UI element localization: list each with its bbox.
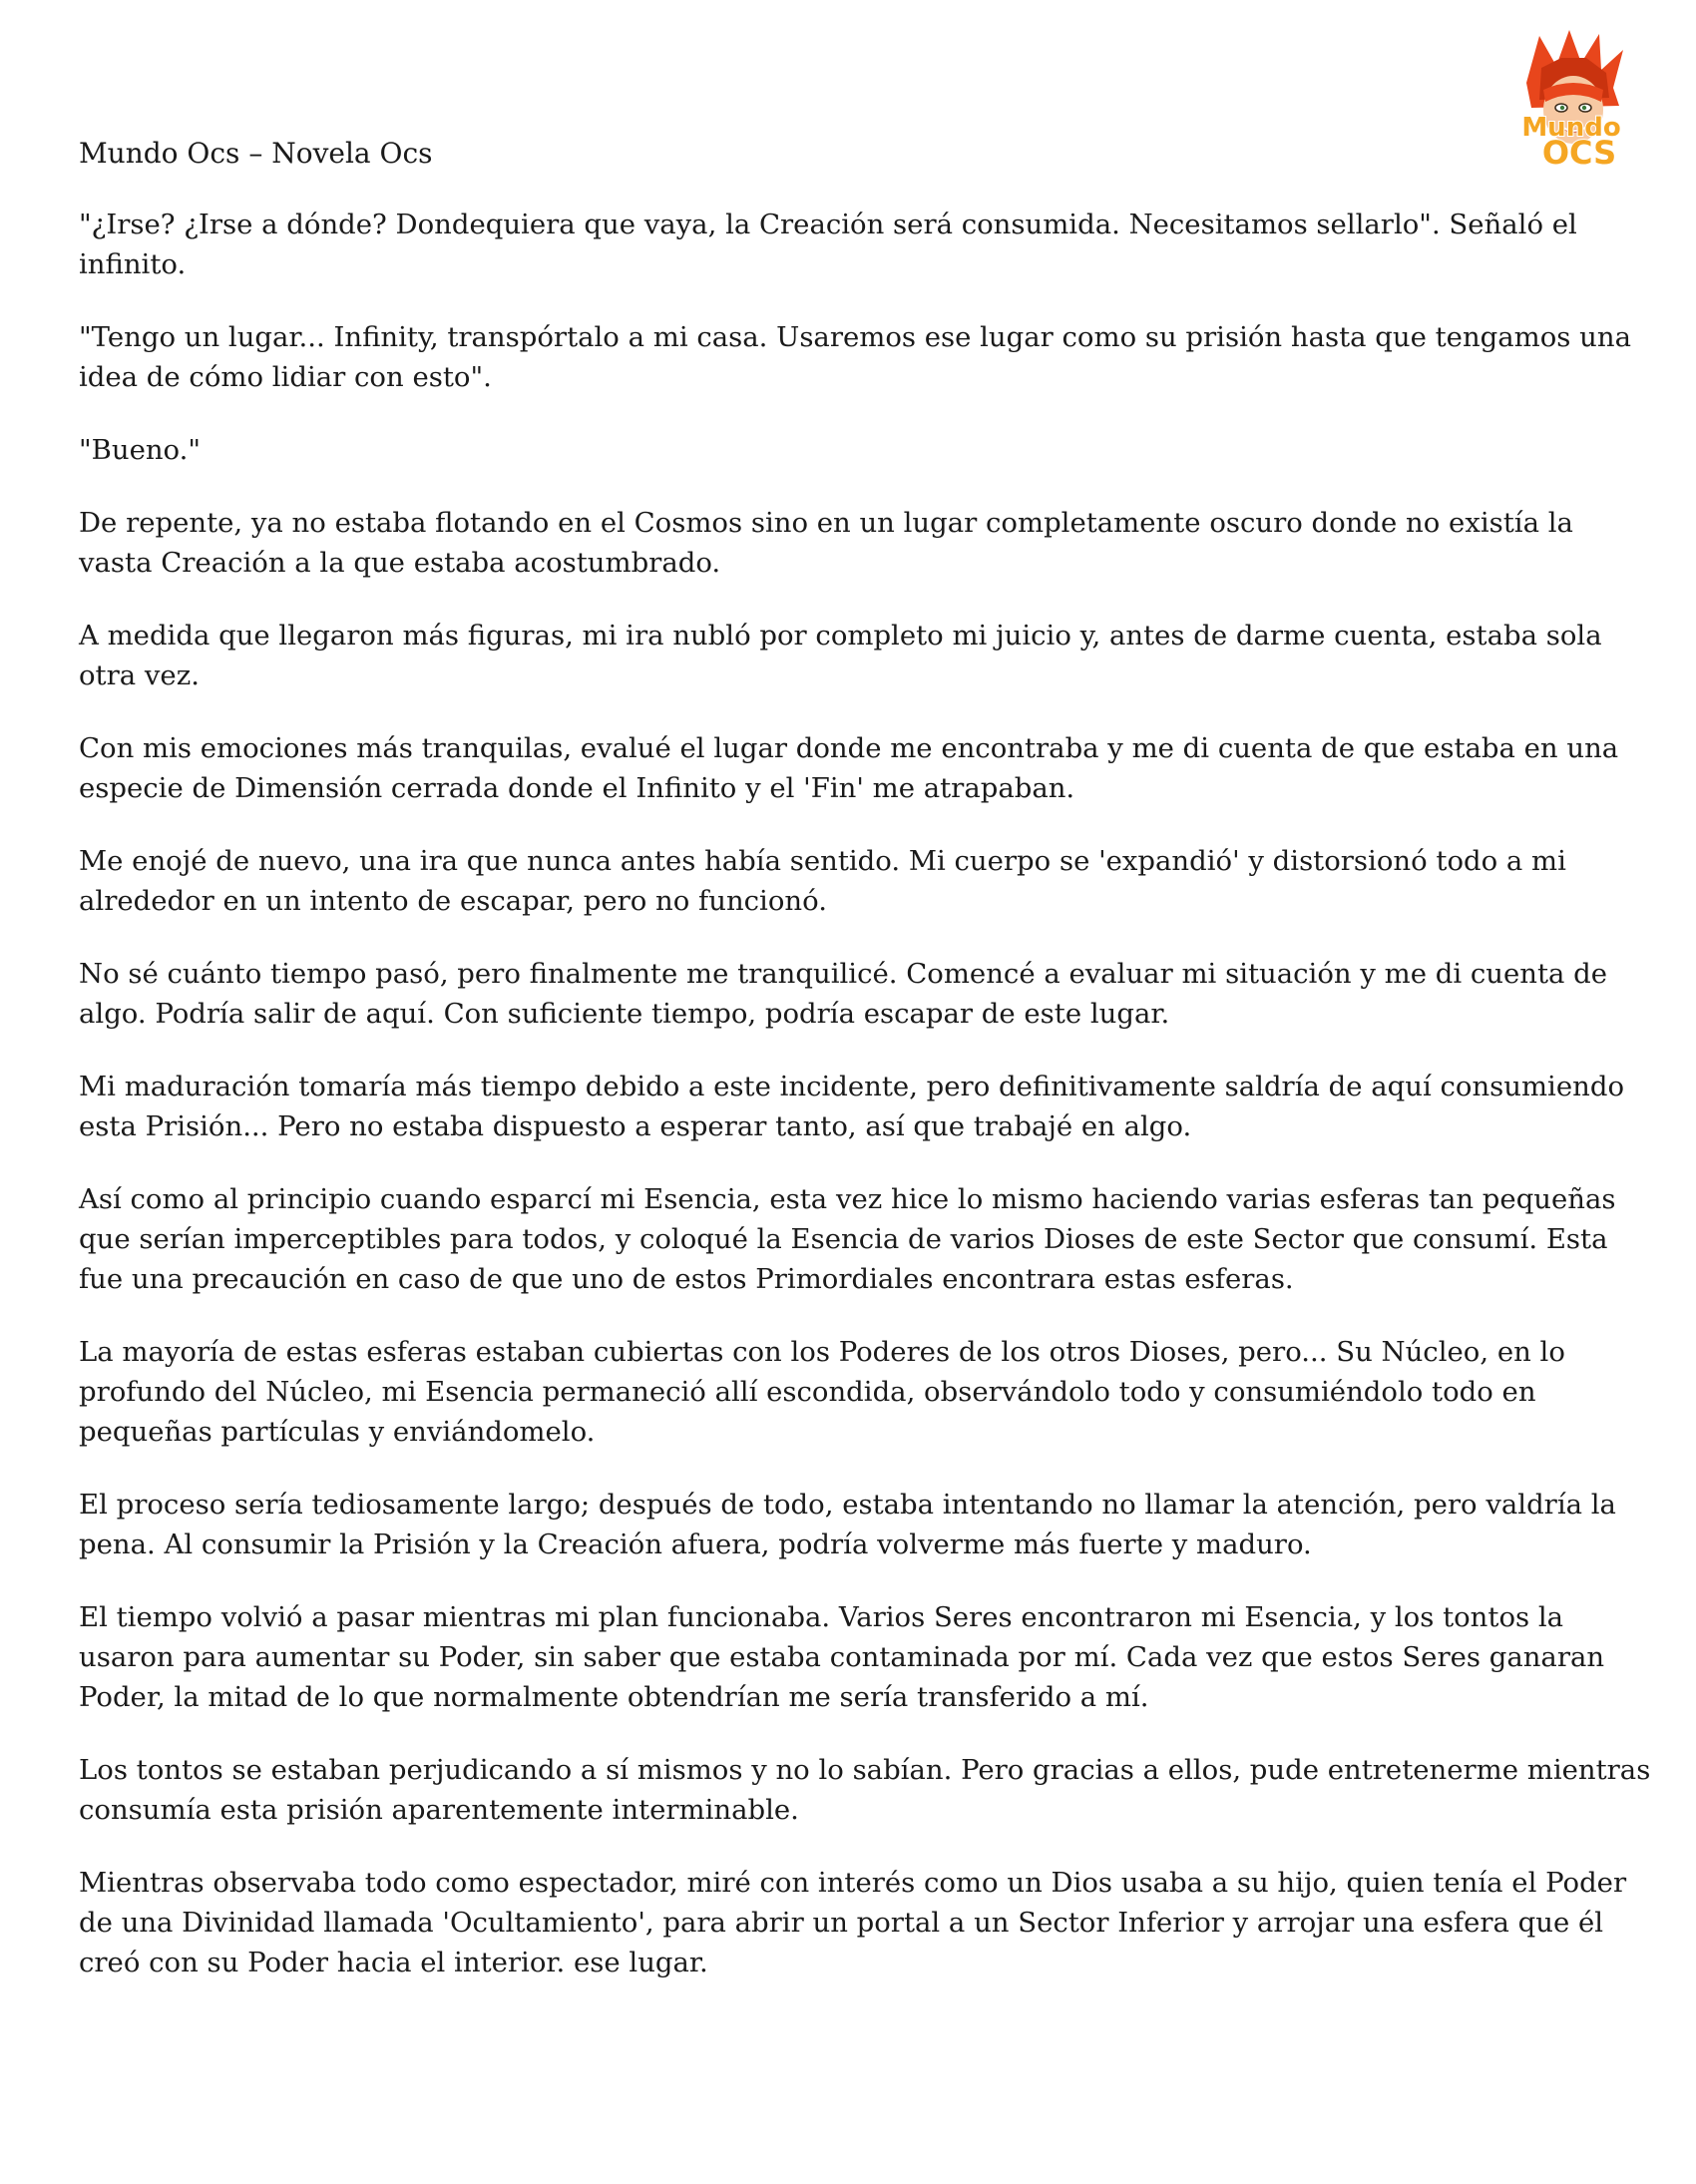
paragraph: El tiempo volvió a pasar mientras mi plan funcionaba. Varios Seres encontraron mi Esencia, y los tontos la usaron para aumentar su Poder, sin saber que estaba contaminada por mí. Cada vez que estos Seres ganaran Poder, la mitad de lo que normalmente obtendrían me sería transferido a mí.	[79, 1601, 1605, 1713]
svg-text:OCS: OCS	[1541, 134, 1617, 172]
paragraph: De repente, ya no estaba flotando en el Cosmos sino en un lugar completamente oscuro donde no existía la vasta Creación a la que estaba acostumbrado.	[79, 507, 1573, 579]
mundo-ocs-logo	[1501, 28, 1641, 173]
paragraph: "¿Irse? ¿Irse a dónde? Dondequiera que vaya, la Creación será consumida. Necesitamos sellarlo". Señaló el infinito.	[79, 209, 1577, 280]
paragraph: No sé cuánto tiempo pasó, pero finalmente me tranquilicé. Comencé a evaluar mi situación y me di cuenta de algo. Podría salir de aquí. Con suficiente tiempo, podría escapar de este lugar.	[79, 958, 1608, 1030]
paragraph: Los tontos se estaban perjudicando a sí mismos y no lo sabían. Pero gracias a ellos, pude entretenerme mientras consumía esta prisión aparentemente interminable.	[79, 1754, 1651, 1826]
paragraph: La mayoría de estas esferas estaban cubiertas con los Poderes de los otros Dioses, pero... Su Núcleo, en lo profundo del Núcleo, mi Esencia permaneció allí escondida, observándolo todo y consumiéndolo todo en pequeñas partículas y enviándomelo.	[79, 1336, 1565, 1448]
paragraph: "Tengo un lugar... Infinity, transpórtalo a mi casa. Usaremos ese lugar como su prisión hasta que tengamos una idea de cómo lidiar con esto".	[79, 321, 1631, 393]
paragraph: Con mis emociones más tranquilas, evalué el lugar donde me encontraba y me di cuenta de que estaba en una especie de Dimensión cerrada donde el Infinito y el 'Fin' me atrapaban.	[79, 732, 1619, 804]
svg-text:Mundo: Mundo	[1521, 113, 1621, 143]
document-header: Mundo Ocs – Novela Ocs	[79, 137, 433, 170]
document-body	[79, 205, 1655, 2015]
paragraph: Me enojé de nuevo, una ira que nunca antes había sentido. Mi cuerpo se 'expandió' y distorsionó todo a mi alrededor en un intento de escapar, pero no funcionó.	[79, 845, 1566, 917]
paragraph: "Bueno."	[79, 434, 202, 466]
paragraph: Mi maduración tomaría más tiempo debido a este incidente, pero definitivamente saldría de aquí consumiendo esta Prisión... Pero no estaba dispuesto a esperar tanto, así que trabajé en algo.	[79, 1071, 1624, 1142]
paragraph: Así como al principio cuando esparcí mi Esencia, esta vez hice lo mismo haciendo varias esferas tan pequeñas que serían imperceptibles para todos, y coloqué la Esencia de varios Dioses de este Sector que consumí. Esta fue una precaución en caso de que uno de estos Primordiales encontrara estas esferas.	[79, 1183, 1616, 1295]
paragraph: A medida que llegaron más figuras, mi ira nubló por completo mi juicio y, antes de darme cuenta, estaba sola otra vez.	[79, 620, 1602, 691]
logo-text	[1521, 113, 1620, 172]
paragraph: Mientras observaba todo como espectador, miré con interés como un Dios usaba a su hijo, quien tenía el Poder de una Divinidad llamada 'Ocultamiento', para abrir un portal a un Sector Inferior y arrojar una esfera que él creó con su Poder hacia el interior. ese lugar.	[79, 1867, 1627, 1978]
paragraph: El proceso sería tediosamente largo; después de todo, estaba intentando no llamar la atención, pero valdría la pena. Al consumir la Prisión y la Creación afuera, podría volverme más fuerte y maduro.	[79, 1489, 1616, 1560]
